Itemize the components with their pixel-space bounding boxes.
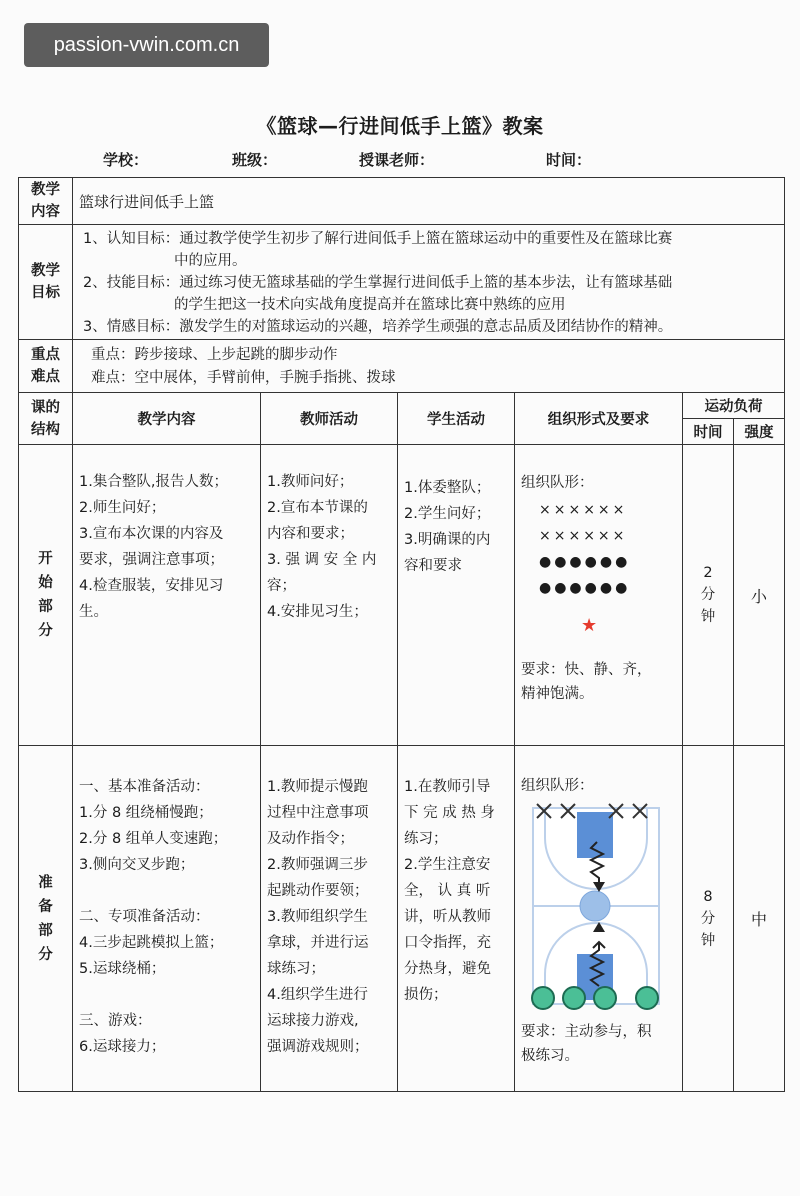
class-field-label: 班级： bbox=[232, 151, 278, 169]
time-header: 时间 bbox=[683, 419, 734, 445]
content-line: 1.集合整队,报告人数； bbox=[79, 474, 228, 490]
start-section-row bbox=[19, 445, 785, 746]
document-title: 《篮球—行进间低手上篮》教案 bbox=[256, 114, 544, 138]
student-line: 下 完 成 热 身 bbox=[404, 805, 495, 821]
content-line: 三、游戏： bbox=[79, 1013, 152, 1029]
teacher-line: 3. 强 调 安 全 内 bbox=[267, 552, 377, 568]
content-line: 要求，强调注意事项； bbox=[79, 552, 224, 568]
prep-content bbox=[73, 746, 261, 1092]
start-section-label: 开 始 部 分 bbox=[19, 445, 73, 746]
start-teacher-activity bbox=[261, 445, 398, 746]
student-line: 口令指挥，充 bbox=[404, 935, 491, 951]
content-line: 2.师生问好； bbox=[79, 500, 166, 516]
header-row bbox=[19, 393, 785, 419]
organization-header: 组织形式及要求 bbox=[515, 393, 683, 445]
goal-line: 中的应用。 bbox=[174, 253, 247, 269]
student-header: 学生活动 bbox=[398, 393, 515, 445]
formation-diagram bbox=[521, 497, 676, 601]
content-line: 5.运球绕桶； bbox=[79, 961, 166, 977]
structure-header: 课的 结构 bbox=[19, 393, 73, 445]
intensity-header: 强度 bbox=[734, 419, 785, 445]
goals-label: 教学 目标 bbox=[19, 225, 73, 340]
student-line: 练习； bbox=[404, 831, 448, 847]
content-line: 2.分 8 组单人变速跑； bbox=[79, 831, 228, 847]
teacher-line: 2.教师强调三步 bbox=[267, 857, 368, 873]
organization-title: 组织队形： bbox=[521, 475, 594, 491]
start-time: 2 分 钟 bbox=[683, 445, 734, 746]
prep-student-activity bbox=[398, 746, 515, 1092]
student-line: 分热身，避免 bbox=[404, 961, 491, 977]
content-line: 6.运球接力； bbox=[79, 1039, 166, 1055]
teacher-line: 4.组织学生进行 bbox=[267, 987, 368, 1003]
teacher-line: 4.安排见习生； bbox=[267, 604, 368, 620]
goal-line: 1、认知目标：通过教学使学生初步了解行进间低手上篮在篮球运动中的重要性及在篮球比赛 bbox=[83, 231, 673, 247]
teacher-line: 球练习； bbox=[267, 961, 325, 977]
start-content bbox=[73, 445, 261, 746]
goal-line: 的学生把这一技术向实战角度提高并在篮球比赛中熟练的应用 bbox=[174, 297, 566, 313]
load-header: 运动负荷 bbox=[683, 393, 785, 419]
content-line bbox=[79, 982, 254, 1008]
prep-section-row bbox=[19, 746, 785, 1092]
teacher-header: 教师活动 bbox=[261, 393, 398, 445]
content-line: 二、专项准备活动： bbox=[79, 909, 210, 925]
start-requirement: 要求：快、静、齐， 精神饱满。 bbox=[521, 662, 652, 702]
key-points-text bbox=[73, 340, 785, 393]
student-row-x: ×××××× bbox=[539, 502, 628, 518]
prep-section-label: 准 备 部 分 bbox=[19, 746, 73, 1092]
student-line: 2.学生注意安 bbox=[404, 857, 491, 873]
teacher-line: 起跳动作要领； bbox=[267, 883, 369, 899]
prep-requirement: 要求：主动参与，积 极练习。 bbox=[521, 1024, 652, 1064]
court-diagram bbox=[523, 802, 669, 1014]
student-line: 1.在教师引导 bbox=[404, 779, 491, 795]
key-points-label: 重点 难点 bbox=[19, 340, 73, 393]
content-line: 一、基本准备活动： bbox=[79, 779, 210, 795]
content-row bbox=[19, 178, 785, 225]
student-row-x: ×××××× bbox=[539, 528, 628, 544]
start-organization bbox=[515, 445, 683, 746]
teacher-line: 3.教师组织学生 bbox=[267, 909, 368, 925]
teacher-line: 2.宣布本节课的 bbox=[267, 500, 368, 516]
teacher-line: 及动作指令； bbox=[267, 831, 354, 847]
goals-text bbox=[73, 225, 785, 340]
student-line: 损伤； bbox=[404, 987, 448, 1003]
content-line: 3.宣布本次课的内容及 bbox=[79, 526, 224, 542]
content-text: 篮球行进间低手上篮 bbox=[73, 178, 785, 225]
lesson-plan-table bbox=[18, 177, 785, 1092]
student-line: 2.学生问好； bbox=[404, 506, 491, 522]
prep-time: 8 分 钟 bbox=[683, 746, 734, 1092]
teacher-line: 容； bbox=[267, 578, 296, 594]
teacher-field-label: 授课老师： bbox=[359, 151, 435, 169]
content-line: 3.侧向交叉步跑； bbox=[79, 857, 195, 873]
student-line: 1.体委整队； bbox=[404, 480, 491, 496]
teacher-line: 过程中注意事项 bbox=[267, 805, 369, 821]
teacher-line: 1.教师提示慢跑 bbox=[267, 779, 368, 795]
prep-organization bbox=[515, 746, 683, 1092]
student-row-dot: ●●●●●● bbox=[539, 580, 631, 596]
center-circle bbox=[580, 891, 610, 921]
time-field-label: 时间： bbox=[546, 151, 592, 169]
teacher-line: 运球接力游戏, bbox=[267, 1013, 359, 1029]
content-line: 1.分 8 组绕桶慢跑； bbox=[79, 805, 213, 821]
student-row-dot: ●●●●●● bbox=[539, 554, 631, 570]
content-line: 4.检查服装，安排见习 bbox=[79, 578, 224, 594]
key-point-line: 重点：跨步接球、上步起跳的脚步动作 bbox=[91, 347, 338, 363]
start-student-activity bbox=[398, 445, 515, 746]
student-line: 全， 认 真 听 bbox=[404, 883, 491, 899]
student-line: 容和要求 bbox=[404, 558, 462, 574]
student-line: 讲，听从教师 bbox=[404, 909, 491, 925]
content-line bbox=[79, 878, 254, 904]
teacher-line: 内容和要求； bbox=[267, 526, 354, 542]
content-header: 教学内容 bbox=[73, 393, 261, 445]
prep-intensity: 中 bbox=[734, 746, 785, 1092]
goal-line: 3、情感目标：激发学生的对篮球运动的兴趣，培养学生顽强的意志品质及团结协作的精神。 bbox=[83, 319, 673, 335]
student-line: 3.明确课的内 bbox=[404, 532, 491, 548]
key-points-row bbox=[19, 340, 785, 393]
organization-title: 组织队形： bbox=[521, 778, 594, 794]
start-intensity: 小 bbox=[734, 445, 785, 746]
prep-teacher-activity bbox=[261, 746, 398, 1092]
watermark-badge: passion-vwin.com.cn bbox=[24, 23, 269, 67]
goal-line: 2、技能目标：通过练习使无篮球基础的学生掌握行进间低手上篮的基本步法，让有篮球基础 bbox=[83, 275, 673, 291]
teacher-line: 强调游戏规则； bbox=[267, 1039, 369, 1055]
content-line: 生。 bbox=[79, 604, 108, 620]
content-label: 教学 内容 bbox=[19, 178, 73, 225]
teacher-line: 拿球，并进行运 bbox=[267, 935, 369, 951]
teacher-star-icon: ★ bbox=[581, 615, 598, 636]
teacher-line: 1.教师问好； bbox=[267, 474, 354, 490]
key-point-line: 难点：空中展体，手臂前伸，手腕手指挑、拨球 bbox=[91, 370, 396, 386]
goals-row bbox=[19, 225, 785, 340]
school-field-label: 学校： bbox=[103, 151, 149, 169]
content-line: 4.三步起跳模拟上篮； bbox=[79, 935, 224, 951]
